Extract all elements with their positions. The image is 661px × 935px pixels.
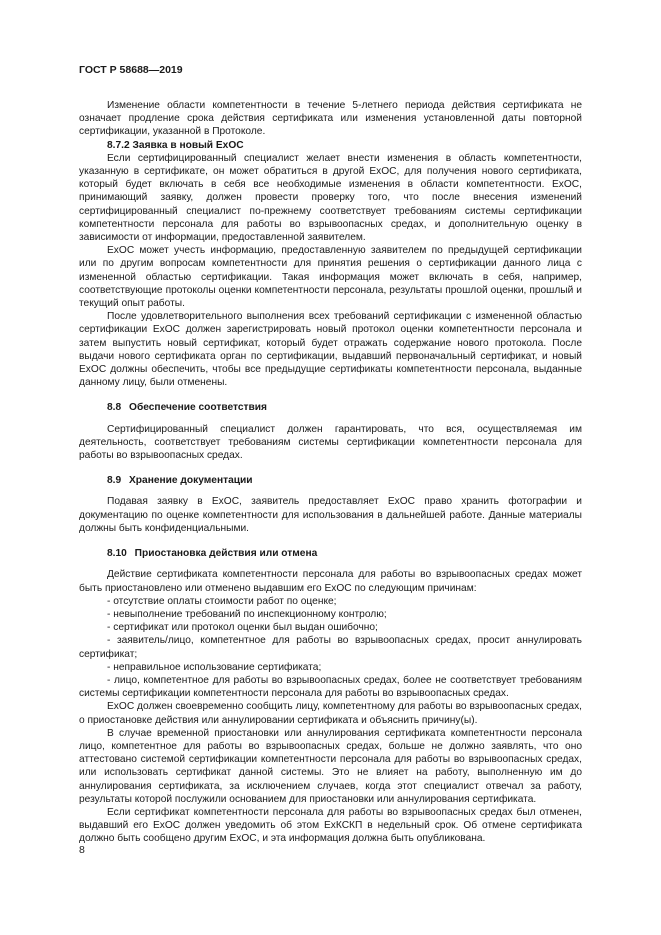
paragraph: ExOC должен своевременно сообщить лицу, компетентному для работы во взрывоопасных средах, о приостановке действия или аннулировании сертификата и объяснить причину(ы).	[79, 701, 582, 726]
paragraph: Изменение области компетентности в течение 5-летнего периода действия сертификата не означает продление срока действия сертификата или изменения установленной даты повторной сертификации, указанной в Протоколе.	[79, 100, 582, 138]
list-item: - неправильное использование сертификата;	[107, 661, 322, 673]
section-heading-8-9	[79, 474, 582, 487]
paragraph: В случае временной приостановки или аннулирования сертификата компетентности персонала лицо, компетентное для работы во взрывоопасных средах, больше не должно заявлять, что оно аттестовано системой сертификации компетентности персонала для работы во взрывоопасных средах, или использовать сертификат данной системы. Это не влияет на работу, выполненную им до аннулирования сертификата, за исключением случаев, когда этот специалист отвечал за работу, результаты которой послужили основанием для приостановки или аннулирования сертификата.	[79, 727, 582, 805]
list-item: - невыполнение требований по инспекционному контролю;	[107, 608, 387, 620]
section-number: 8.9	[107, 475, 122, 487]
list-item: - сертификат или протокол оценки был выдан ошибочно;	[107, 622, 378, 634]
section-title: Приостановка действия или отмена	[134, 548, 318, 560]
section-number: 8.8	[107, 402, 122, 414]
list-item: - лицо, компетентное для работы во взрывоопасных средах, более не соответствует требованиям системы сертификации компетентности персонала для работы во взрывоопасных средах.	[79, 674, 582, 700]
page-number: 8	[79, 844, 85, 856]
list-item: - заявитель/лицо, компетентное для работы во взрывоопасных средах, просит аннулировать сертификат;	[79, 635, 582, 660]
paragraph: Если сертификат компетентности персонала для работы во взрывоопасных средах был отменен, выдавший его ExOC должен уведомить об этом ExКСКП в недельный срок. Об отмене сертификата должно быть сообщено другим ExOC, и эта информация должна быть опубликована.	[79, 806, 582, 845]
section-heading-8-10	[79, 547, 582, 560]
document-body	[79, 99, 582, 846]
paragraph: ExOC может учесть информацию, предоставленную заявителем по предыдущей сертификации или по другим вопросам компетентности для принятия решения о сертификации данного лица с измененной областью сертификации. Такая информация может включать в себя, например, соответствующие протоколы оценки компетентности персонала, результаты прошлой оценки, прошлый и текущий опыт работы.	[79, 245, 582, 310]
section-heading-8-8	[79, 401, 582, 414]
paragraph: Сертифицированный специалист должен гарантировать, что вся, осуществляемая им деятельность, соответствует требованиям системы сертификации компетентности персонала для работы во взрывоопасных средах.	[79, 423, 582, 462]
section-number: 8.10	[107, 548, 127, 560]
document-header: ГОСТ Р 58688—2019	[79, 64, 183, 76]
list-item: - отсутствие оплаты стоимости работ по оценке;	[107, 595, 337, 607]
section-number: 8.7.2	[107, 139, 130, 151]
paragraph: После удовлетворительного выполнения всех требований сертификации с измененной областью сертификации ExOC должен зарегистрировать новый протокол оценки компетентности персонала и затем выпустить новый сертификат, который будет отражать содержание нового протокола. После выдачи нового сертификата орган по сертификации, выдавший первоначальный сертификат, и новый ExOC должны обеспечить, чтобы все предыдущие сертификаты компетентности персонала, выданные данному лицу, были отменены.	[79, 311, 582, 389]
paragraph: Действие сертификата компетентности персонала для работы во взрывоопасных средах может быть приостановлено или отменено выдавшим его ExOC по следующим причинам:	[79, 569, 582, 594]
section-title: Заявка в новый ExOC	[132, 139, 244, 151]
section-title: Хранение документации	[129, 475, 253, 487]
paragraph: Если сертифицированный специалист желает внести изменения в область компетентности, указанную в сертификате, он может обратиться в другой ExOC, для получения нового сертификата, который будет включать в себя все необходимые изменения в области компетентности. ExOC, принимающий заявку, должен провести проверку того, что после внесения изменений сертифицированный специалист по-прежнему соответствует требованиям системы сертификации компетентности персонала для работы во взрывоопасных средах, и дополнительную оценку в зависимости от информации, предоставленной заявителем.	[79, 152, 582, 244]
paragraph: Подавая заявку в ExOC, заявитель предоставляет ExOC право хранить фотографии и документацию по оценке компетентности для использования в дальнейшей работе. Данные материалы должны быть конфиденциальными.	[79, 496, 582, 534]
section-heading-8-7-2	[79, 139, 582, 152]
section-title: Обеспечение соответствия	[129, 402, 267, 414]
